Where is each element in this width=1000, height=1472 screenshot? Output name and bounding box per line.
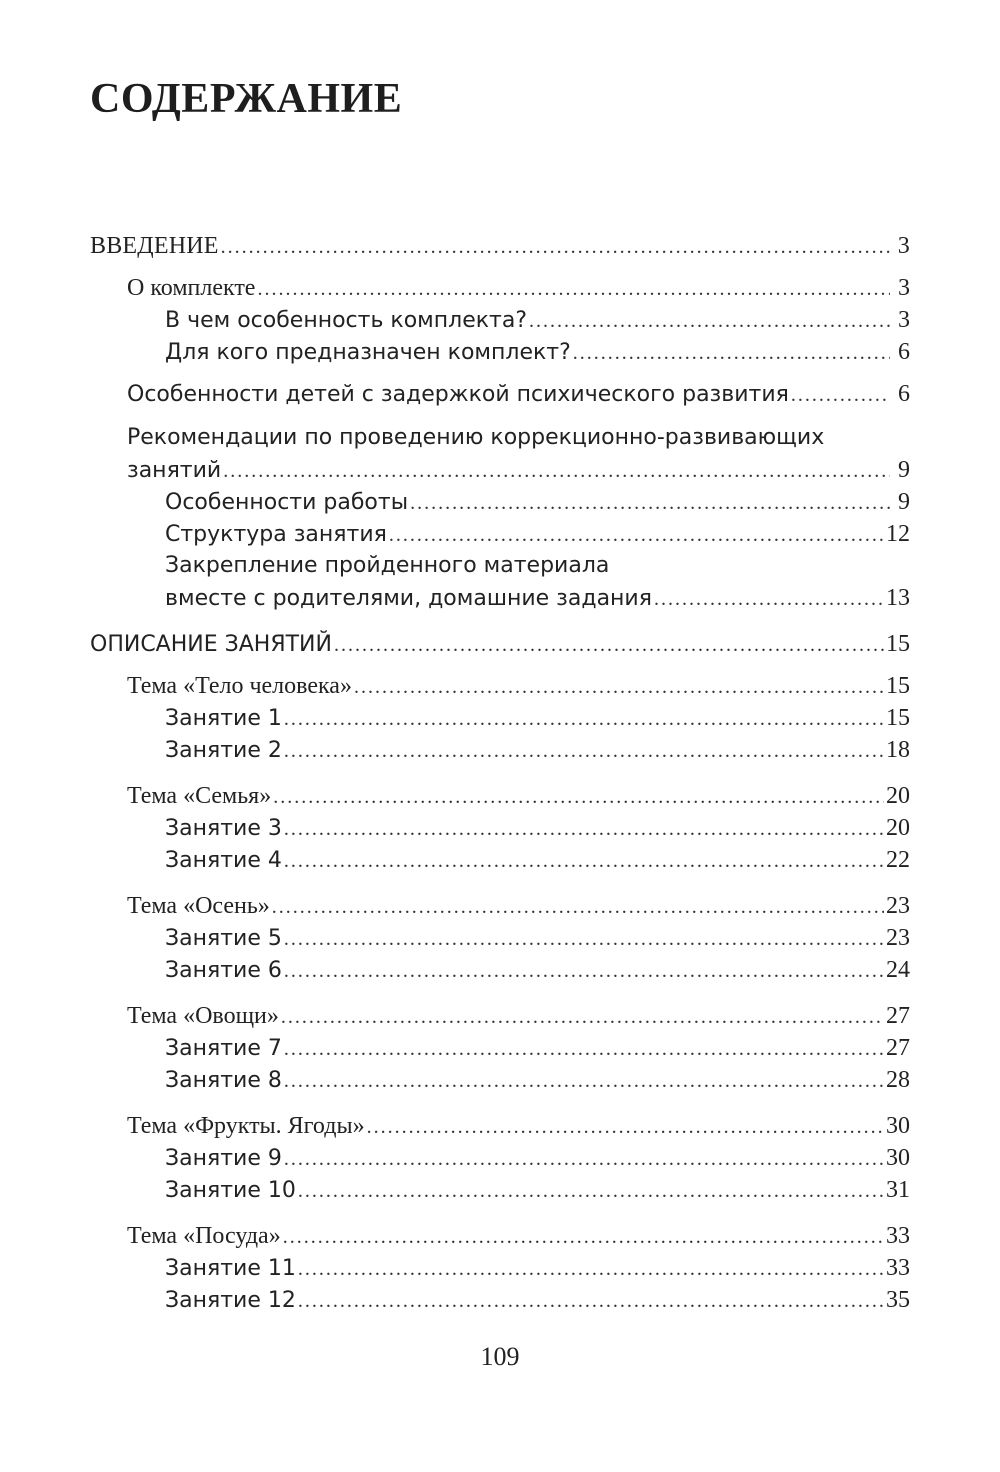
toc-label: Занятие 9	[165, 1146, 282, 1171]
toc-page-number: 27	[886, 1003, 910, 1029]
toc-label: Занятие 5	[165, 926, 282, 951]
toc-entry-kit[interactable]	[90, 272, 910, 304]
toc-label: Тема «Посуда»	[127, 1223, 281, 1249]
toc-page-number: 23	[886, 893, 910, 919]
dot-leader	[284, 845, 884, 877]
toc-entry-lesson[interactable]	[90, 1284, 910, 1316]
toc-entry-kit-audience[interactable]	[90, 336, 910, 368]
toc-page-number: 20	[886, 815, 910, 841]
table-of-contents	[90, 230, 910, 1316]
toc-page-number: 20	[886, 783, 910, 809]
toc-page-number: 22	[886, 847, 910, 873]
dot-leader	[284, 735, 884, 767]
toc-entry-lesson[interactable]	[90, 1142, 910, 1174]
toc-page-number: 3	[897, 233, 910, 259]
toc-entry-recommendations-line1[interactable]: Рекомендации по проведению коррекционно-развивающих	[127, 425, 825, 450]
toc-label: ОПИСАНИЕ ЗАНЯТИЙ	[90, 632, 332, 657]
dot-leader	[298, 1253, 884, 1285]
toc-label: Занятие 7	[165, 1036, 282, 1061]
toc-label: В чем особенность комплекта?	[165, 308, 528, 333]
toc-page-number: 9	[898, 489, 910, 515]
dot-leader	[284, 955, 884, 987]
toc-label: занятий	[127, 458, 222, 483]
toc-label: Занятие 10	[165, 1178, 296, 1203]
toc-entry-lesson[interactable]	[90, 1032, 910, 1064]
toc-entry-lesson[interactable]	[90, 1252, 910, 1284]
toc-entry-intro[interactable]	[90, 230, 910, 262]
toc-page-number: 15	[886, 705, 910, 731]
dot-leader	[298, 1175, 884, 1207]
toc-page-number: 6	[898, 339, 910, 365]
toc-page-number: 23	[886, 925, 910, 951]
toc-page-number: 15	[886, 631, 910, 657]
dot-leader	[334, 629, 884, 661]
dot-leader	[221, 230, 890, 263]
toc-entry-children[interactable]	[90, 378, 910, 410]
toc-entry-recommendations[interactable]	[90, 454, 910, 486]
toc-entry-lessons-description[interactable]	[90, 628, 910, 660]
dot-leader	[791, 379, 890, 411]
toc-entry-topic[interactable]	[90, 780, 910, 812]
toc-entry-topic[interactable]	[90, 670, 910, 702]
toc-label: Тема «Тело человека»	[127, 673, 352, 699]
toc-label: Занятие 3	[165, 816, 282, 841]
dot-leader	[389, 519, 884, 551]
toc-entry-lesson[interactable]	[90, 734, 910, 766]
toc-label: Занятие 8	[165, 1068, 282, 1093]
toc-label: вместе с родителями, домашние задания	[165, 586, 652, 611]
toc-page-number: 9	[898, 457, 910, 483]
dot-leader	[367, 1110, 884, 1143]
page-title: СОДЕРЖАНИЕ	[90, 76, 403, 122]
toc-label: Для кого предназначен комплект?	[165, 340, 571, 365]
dot-leader	[272, 890, 884, 923]
toc-entry-lesson[interactable]	[90, 812, 910, 844]
toc-label: Занятие 11	[165, 1256, 296, 1281]
topics-list	[90, 670, 910, 1316]
toc-page-number: 3	[898, 275, 910, 301]
toc-page-number: 30	[886, 1145, 910, 1171]
toc-entry-topic[interactable]	[90, 1110, 910, 1142]
toc-entry-lesson[interactable]	[90, 844, 910, 876]
toc-label: Занятие 1	[165, 706, 282, 731]
dot-leader	[273, 780, 884, 813]
toc-page-number: 13	[886, 585, 910, 611]
dot-leader	[284, 1065, 884, 1097]
toc-page-number: 27	[886, 1035, 910, 1061]
toc-entry-lesson[interactable]	[90, 1064, 910, 1096]
toc-page-number: 33	[886, 1255, 910, 1281]
toc-page-number: 6	[898, 381, 910, 407]
toc-label: О комплекте	[127, 275, 256, 301]
dot-leader	[284, 1033, 884, 1065]
toc-page-number: 35	[886, 1287, 910, 1313]
toc-label: Занятие 4	[165, 848, 282, 873]
dot-leader	[529, 305, 890, 337]
toc-label: Занятие 12	[165, 1288, 296, 1313]
toc-page-number: 3	[898, 307, 910, 333]
toc-page-number: 33	[886, 1223, 910, 1249]
dot-leader	[354, 670, 884, 703]
dot-leader	[654, 583, 884, 615]
toc-entry-kit-feature[interactable]	[90, 304, 910, 336]
toc-label: Занятие 2	[165, 738, 282, 763]
toc-label: Тема «Осень»	[127, 893, 270, 919]
dot-leader	[283, 1220, 884, 1253]
toc-label: Тема «Фрукты. Ягоды»	[127, 1113, 365, 1139]
toc-entry-lesson[interactable]	[90, 702, 910, 734]
toc-label: Структура занятия	[165, 522, 387, 547]
toc-entry-lesson[interactable]	[90, 954, 910, 986]
toc-entry-lesson[interactable]	[90, 922, 910, 954]
toc-label: Тема «Семья»	[127, 783, 272, 809]
dot-leader	[284, 1143, 884, 1175]
toc-label: Особенности работы	[165, 490, 409, 515]
dot-leader	[284, 703, 884, 735]
toc-page-number: 30	[886, 1113, 910, 1139]
dot-leader	[410, 487, 890, 519]
toc-label: ВВЕДЕНИЕ	[90, 233, 219, 259]
toc-page-number: 31	[886, 1177, 910, 1203]
toc-page-number: 28	[886, 1067, 910, 1093]
dot-leader	[281, 1000, 884, 1033]
toc-page-number: 18	[886, 737, 910, 763]
toc-entry-topic[interactable]	[90, 1000, 910, 1032]
dot-leader	[284, 923, 884, 955]
toc-page-number: 12	[886, 521, 910, 547]
dot-leader	[298, 1285, 884, 1317]
toc-entry-lesson[interactable]	[90, 1174, 910, 1206]
toc-label: Особенности детей с задержкой психического развития	[127, 382, 789, 407]
toc-entry-topic[interactable]	[90, 1220, 910, 1252]
toc-entry-work-features[interactable]	[90, 486, 910, 518]
dot-leader	[223, 455, 890, 487]
dot-leader	[257, 272, 890, 305]
toc-entry-reinforcement-line1[interactable]: Закрепление пройденного материала	[165, 553, 610, 578]
toc-label: Занятие 6	[165, 958, 282, 983]
toc-entry-lesson-structure[interactable]	[90, 518, 910, 550]
page-number: 109	[480, 1342, 520, 1371]
dot-leader	[284, 813, 884, 845]
toc-entry-reinforcement[interactable]	[90, 582, 910, 614]
toc-page-number: 15	[886, 673, 910, 699]
toc-label: Тема «Овощи»	[127, 1003, 279, 1029]
toc-page-number: 24	[886, 957, 910, 983]
dot-leader	[573, 337, 890, 369]
toc-entry-topic[interactable]	[90, 890, 910, 922]
